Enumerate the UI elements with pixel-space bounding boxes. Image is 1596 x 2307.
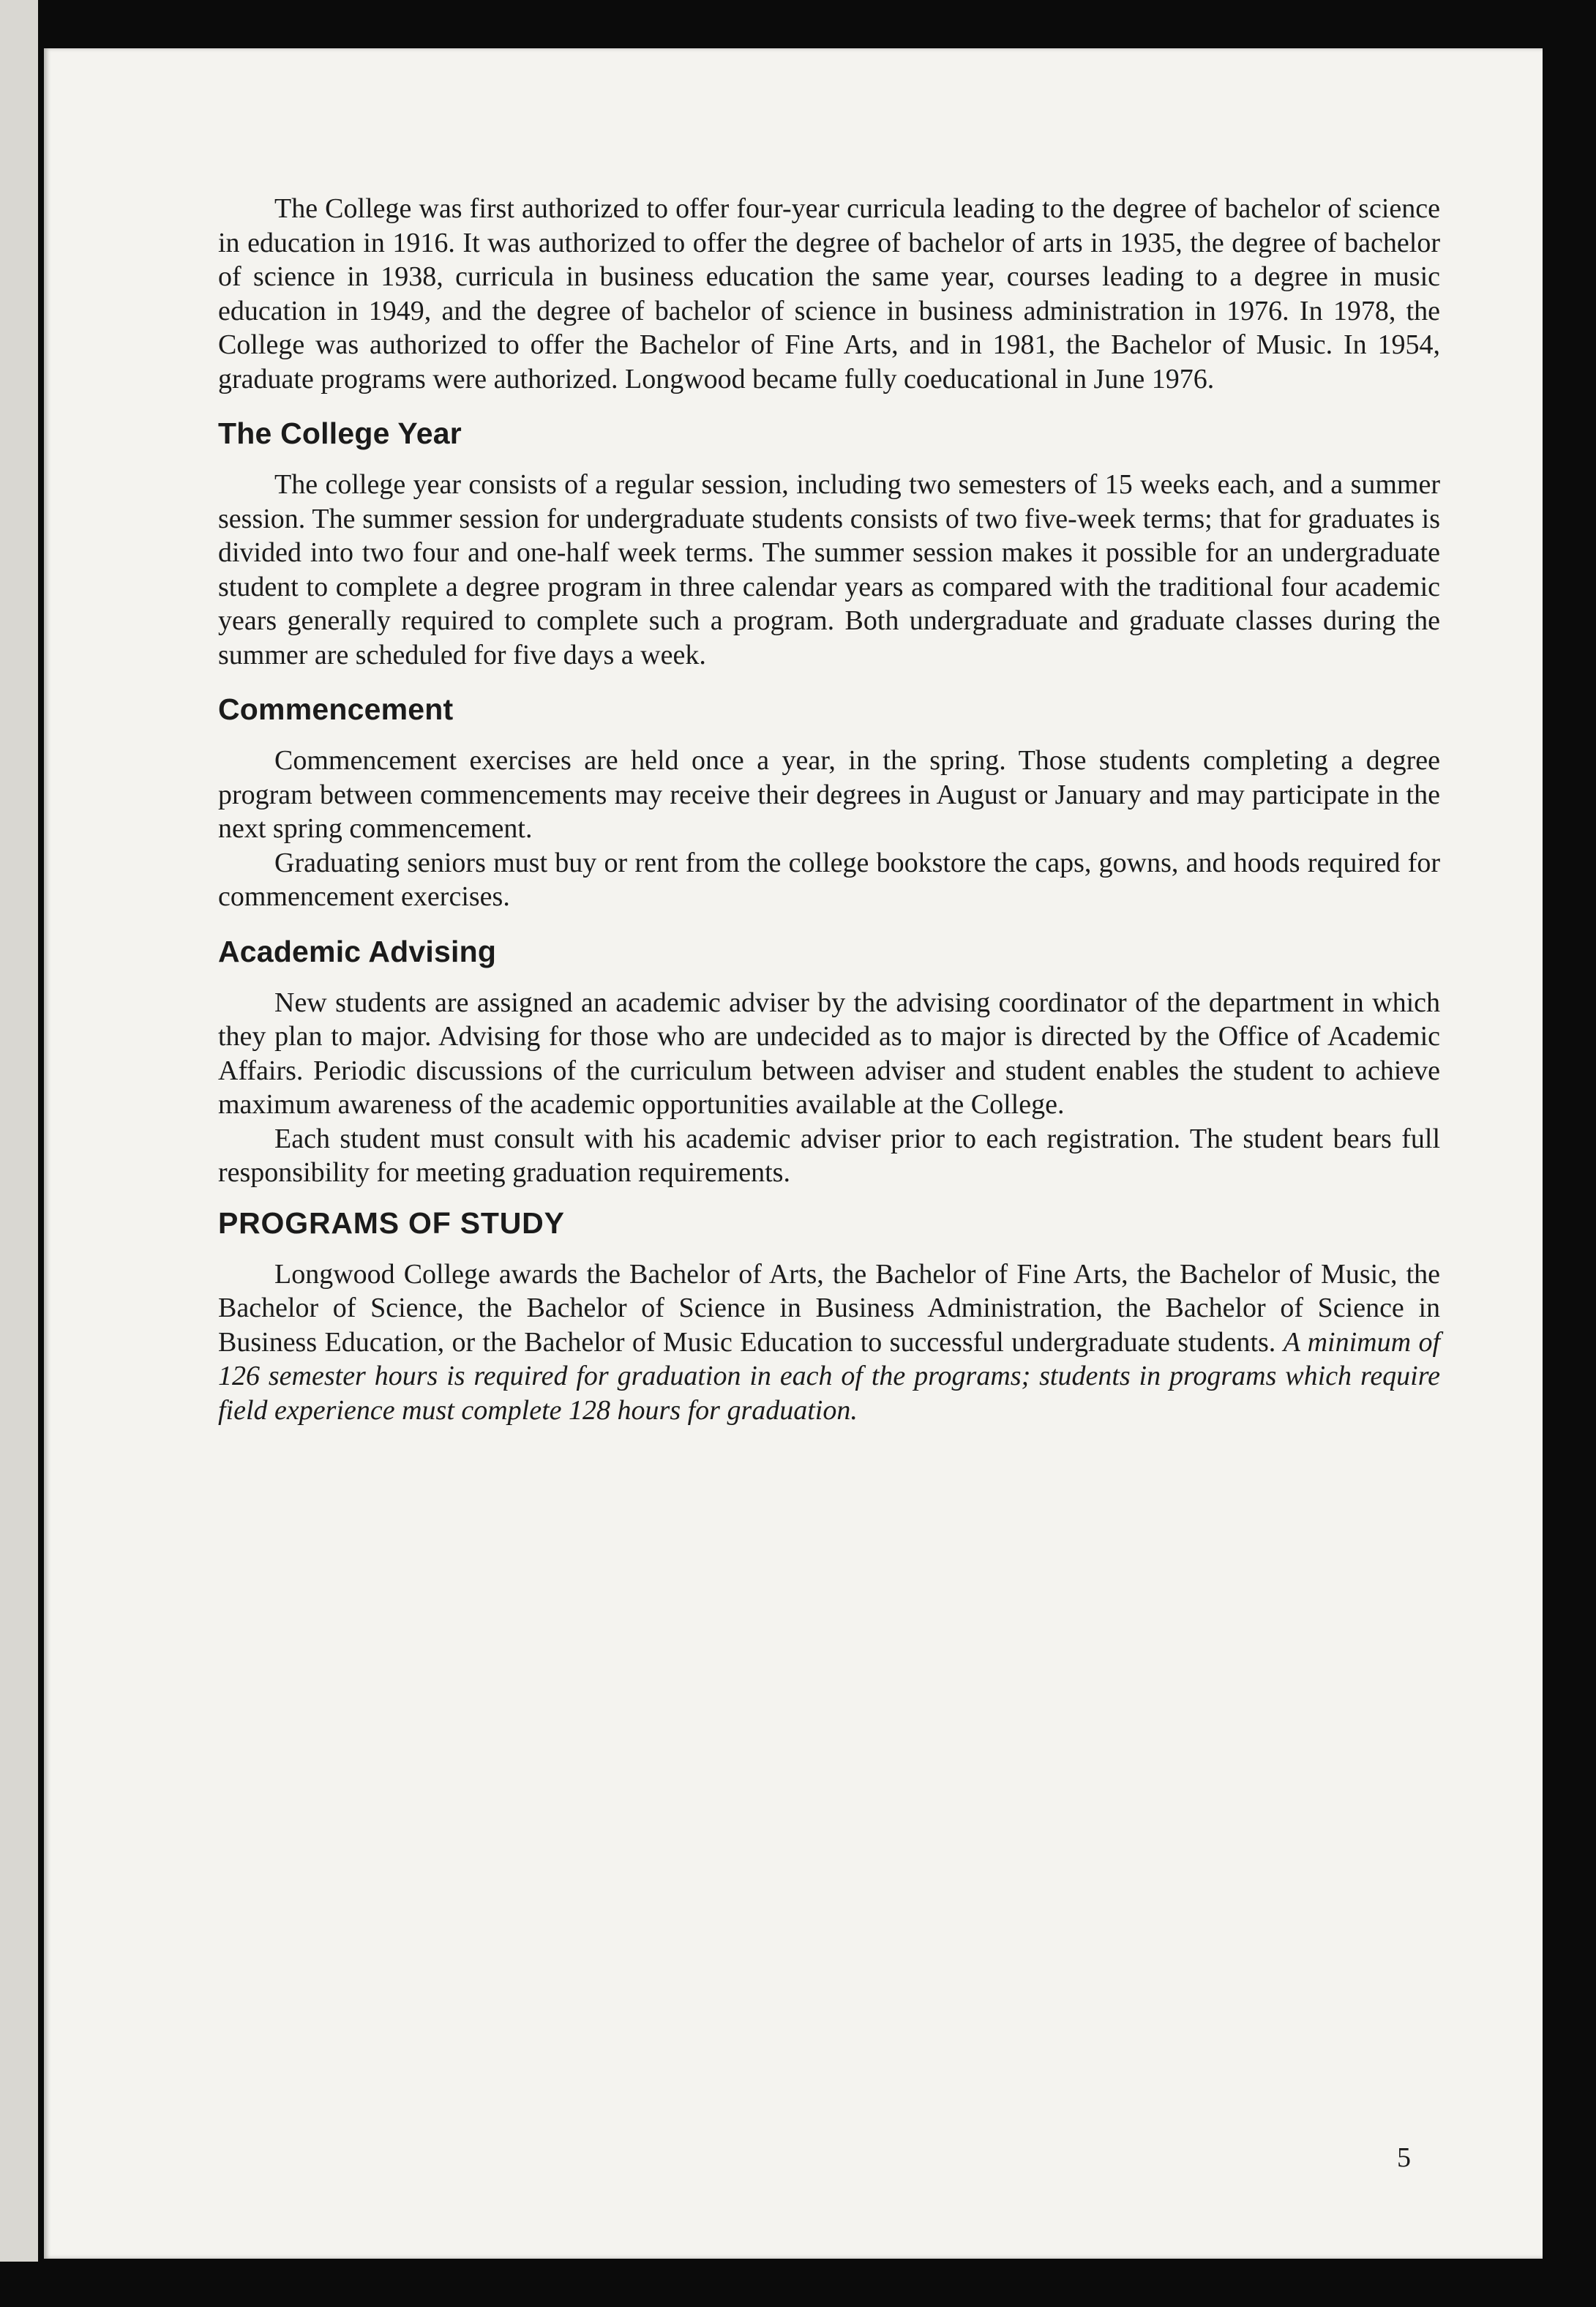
college-year-paragraph: The college year consists of a regular session, including two semesters of 15 weeks each, and a summer session. The summer session for undergraduate students consists of two five-week terms; that for graduates is divided into two four and one-half week terms. The summer session makes it possible for an undergraduate student to complete a degree program in three calendar years as compared with the traditional four academic years generally required to complete such a program. Both undergraduate and graduate classes during the summer are scheduled for five days a week. xyxy=(218,469,1440,670)
commencement-paragraph-2: Graduating seniors must buy or rent from the college bookstore the caps, gowns, and hoods required for commencement exercises. xyxy=(218,847,1440,912)
programs-heading: PROGRAMS OF STUDY xyxy=(218,1205,565,1240)
advising-paragraph-1: New students are assigned an academic adviser by the advising coordinator of the department in which they plan to major. Advising for those who are undecided as to major is directed by the Office of Academic Affairs. Periodic discussions of the curriculum between adviser and student enables the student to achieve maximum awareness of the academic opportunities available at the College. xyxy=(218,987,1440,1120)
page-content xyxy=(218,192,1440,1427)
left-page-edge xyxy=(0,0,38,2262)
intro-paragraph: The College was first authorized to offer four-year curricula leading to the degree of bachelor of science in education in 1916. It was authorized to offer the degree of bachelor of arts in 1935, the degree of bachelor of science in 1938, curricula in business education the same year, courses leading to a degree in music education in 1949, and the degree of bachelor of science in business administration in 1976. In 1978, the College was authorized to offer the Bachelor of Fine Arts, and in 1981, the Bachelor of Music. In 1954, graduate programs were authorized. Longwood became fully coeducational in June 1976. xyxy=(218,193,1440,395)
programs-requirement-text: A minimum of 126 semester hours is required for graduation in each of the programs; students in programs which require field experience must complete 128 hours for graduation. xyxy=(218,1326,1440,1426)
document-page xyxy=(44,48,1543,2259)
commencement-paragraph-1: Commencement exercises are held once a year, in the spring. Those students completing a degree program between commencements may receive their degrees in August or January and may participate in the next spring commencement. xyxy=(218,745,1440,844)
programs-text: Longwood College awards the Bachelor of Arts, the Bachelor of Fine Arts, the Bachelor of Music, the Bachelor of Science, the Bachelor of Science in Business Administration, the Bachelor of Science in Business Education, or the Bachelor of Music Education to successful undergraduate students. xyxy=(218,1258,1440,1358)
commencement-heading: Commencement xyxy=(218,692,454,726)
page-number: 5 xyxy=(1397,2142,1411,2173)
programs-paragraph xyxy=(218,1257,1440,1428)
advising-paragraph-2: Each student must consult with his academic adviser prior to each registration. The student bears full responsibility for meeting graduation requirements. xyxy=(218,1123,1440,1188)
college-year-heading: The College Year xyxy=(218,416,462,450)
advising-heading: Academic Advising xyxy=(218,934,497,968)
